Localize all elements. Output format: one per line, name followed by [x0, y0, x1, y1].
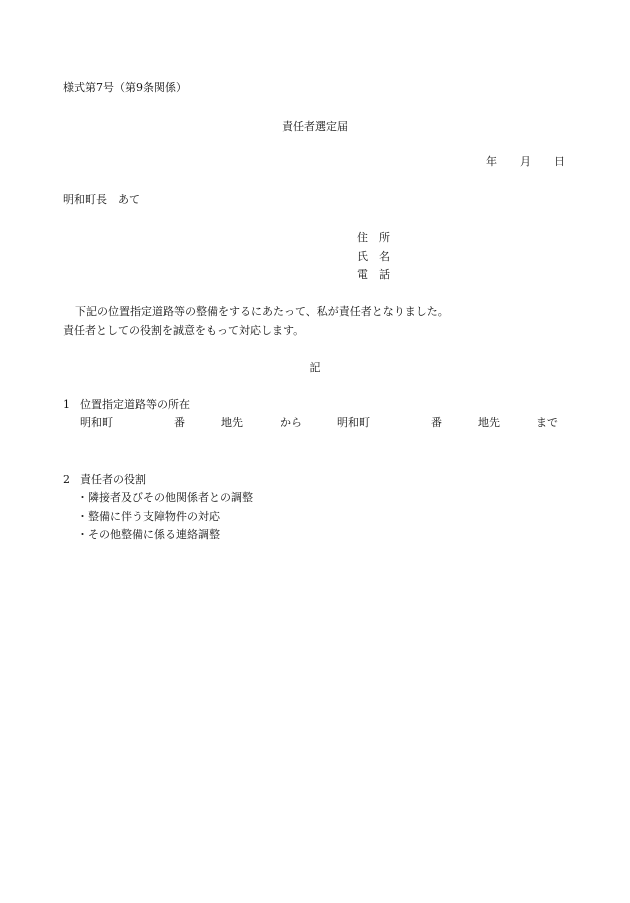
location-town-from: 明和町 — [80, 416, 113, 429]
role-item: ・整備に伴う支障物件の対応 — [77, 510, 220, 523]
location-from-particle: から — [280, 416, 302, 429]
section-2-title: 責任者の役割 — [80, 473, 146, 486]
section-2-number: 2 — [63, 473, 70, 486]
location-lot-from: 番 — [174, 416, 185, 429]
addressee: 明和町長 あて — [63, 193, 140, 206]
location-vicinity-to: 地先 — [478, 416, 500, 429]
date-month-label: 月 — [520, 155, 531, 168]
date-line — [486, 155, 565, 169]
applicant-name-label: 氏 名 — [357, 250, 390, 263]
role-item: ・その他整備に係る連絡調整 — [77, 528, 220, 541]
statement-line-2: 責任者としての役割を誠意をもって対応します。 — [63, 324, 305, 337]
note-heading: 記 — [309, 361, 321, 374]
applicant-address-label: 住 所 — [357, 231, 390, 244]
applicant-phone-label: 電 話 — [357, 268, 390, 281]
section-2-heading — [63, 473, 146, 487]
section-1-heading — [63, 398, 190, 412]
date-day-label: 日 — [554, 155, 565, 168]
location-until-particle: まで — [536, 416, 558, 429]
statement-line-1: 下記の位置指定道路等の整備をするにあたって、私が責任者となりました。 — [75, 305, 449, 318]
form-number: 様式第7号（第9条関係） — [63, 81, 187, 94]
location-town-to: 明和町 — [337, 416, 370, 429]
section-1-number: 1 — [63, 398, 70, 411]
section-1-title: 位置指定道路等の所在 — [80, 398, 190, 411]
location-vicinity-from: 地先 — [221, 416, 243, 429]
document-title: 責任者選定届 — [282, 120, 348, 133]
location-lot-to: 番 — [431, 416, 442, 429]
role-item: ・隣接者及びその他関係者との調整 — [77, 491, 253, 504]
date-year-label: 年 — [486, 155, 497, 168]
